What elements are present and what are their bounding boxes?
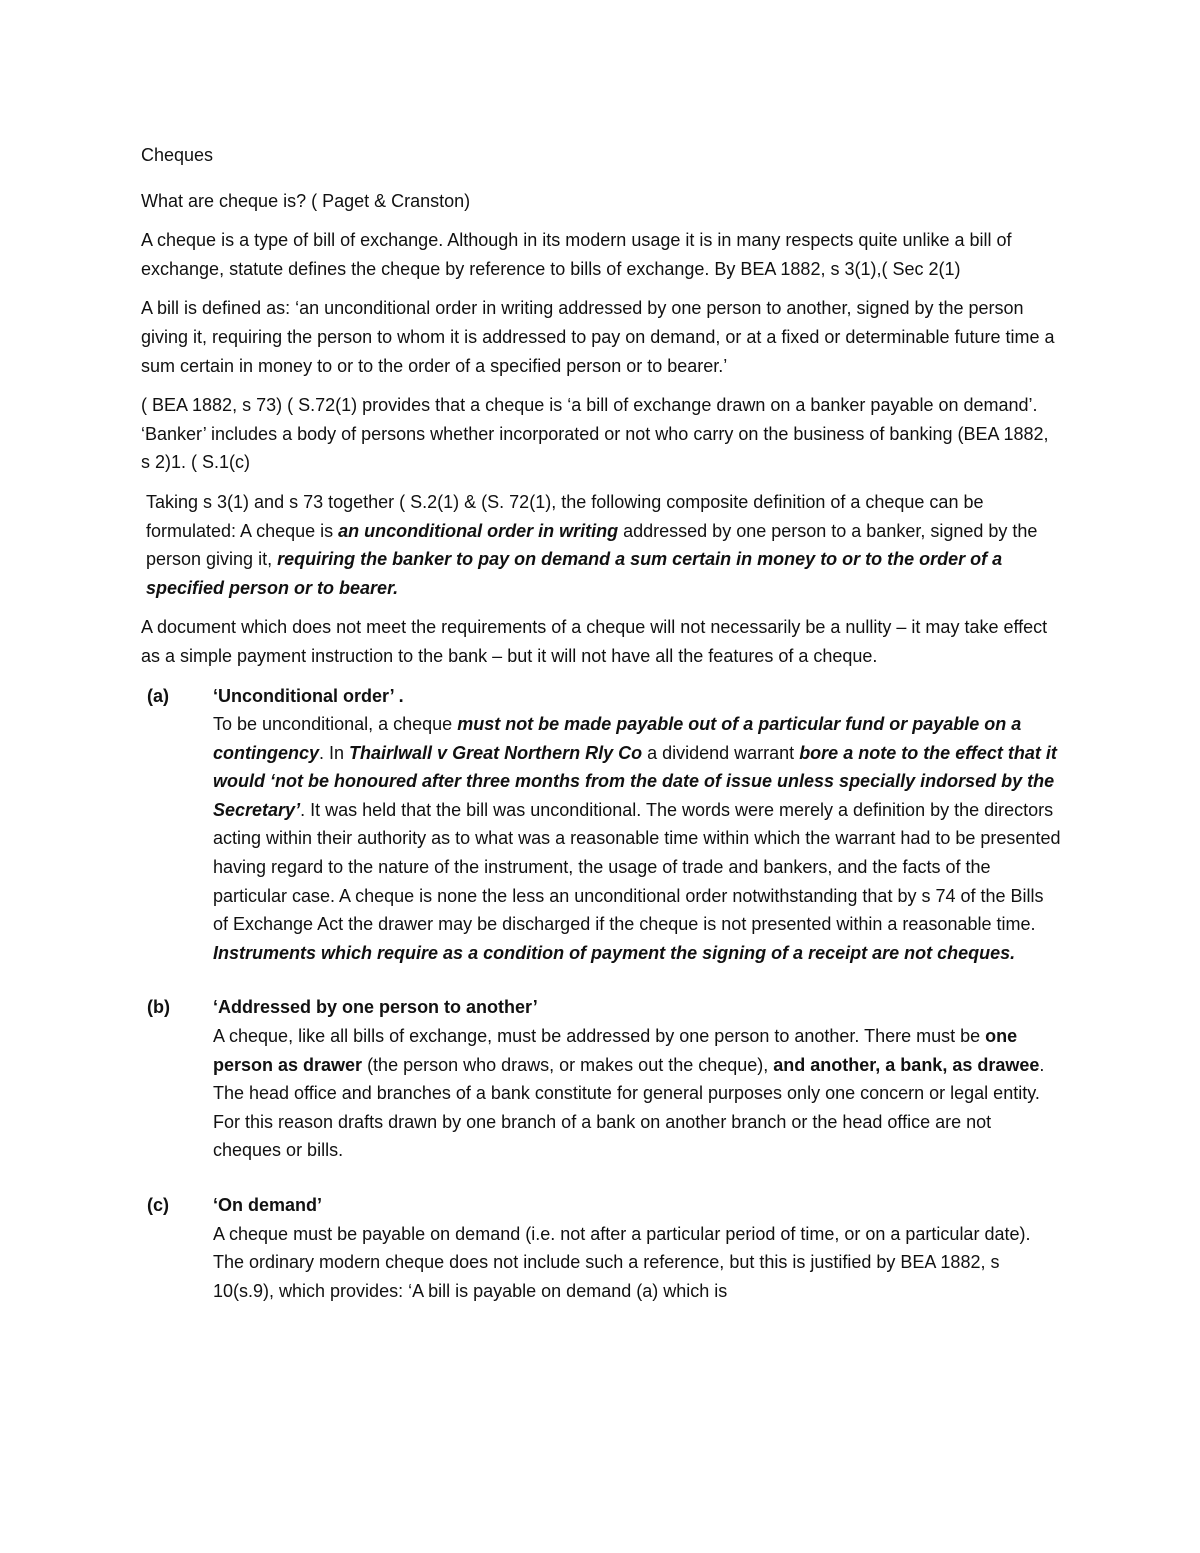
list-item-heading: ‘Addressed by one person to another’ xyxy=(213,997,538,1018)
paragraph-bill-definition: A bill is defined as: ‘an unconditional order in writing addressed by one person to another, signed by the person giving it, requiring the person to whom it is addressed to pay on demand, or at a fixed or determinable future time a sum certain in money to or to the order of a specified person or to bearer.’ xyxy=(141,298,1055,376)
text-run: A cheque must be payable on demand (i.e. not after a particular period of time, or on a particular date). The ordinary modern cheque does not include such a reference, but this is justified by BEA 1882, s 10(s.9), which provides: ‘A bill is payable on demand (a) which is xyxy=(213,1223,1031,1301)
composite-text-2: addressed by one person to a banker, signed by the person giving it, xyxy=(146,520,1038,570)
list-item-text xyxy=(213,1022,1061,1165)
text-run: . The head office and branches of a bank constitute for general purposes only one concern or legal entity. For this reason drafts drawn by one branch of a bank on another branch or the head office are not cheques or bills. xyxy=(213,1054,1045,1161)
paragraph-nullity: A document which does not meet the requirements of a cheque will not necessarily be a nullity – it may take effect as a simple payment instruction to the bank – but it will not have all the features of a cheque. xyxy=(141,617,1048,666)
case-name: Thairlwall v Great Northern Rly Co xyxy=(349,742,643,763)
composite-text-1: Taking s 3(1) and s 73 together ( S.2(1) & (S. 72(1), the following composite definition of a cheque can be formulated: A cheque is xyxy=(146,491,984,541)
text-run: . It was held that the bill was unconditional. The words were merely a definition by the directors acting within their authority as to what was a reasonable time within which the warrant had to be presented having regard to the nature of the instrument, the usage of trade and bankers, and the facts of the particular case. A cheque is none the less an unconditional order notwithstanding that by s 74 of the Bills of Exchange Act the drawer may be discharged if the cheque is not presented within a reasonable time. xyxy=(213,799,1061,935)
list-item-body xyxy=(213,682,1061,968)
requirements-list xyxy=(141,682,1061,1306)
question-line: What are cheque is? ( Paget & Cranston) xyxy=(141,190,471,211)
list-item-body xyxy=(213,993,1061,1165)
list-item-body xyxy=(213,1191,1061,1305)
list-item-b xyxy=(141,993,1061,1165)
text-run: To be unconditional, a cheque xyxy=(213,714,458,735)
list-item-a xyxy=(141,682,1061,968)
text-run: A cheque, like all bills of exchange, must be addressed by one person to another. There must be xyxy=(213,1026,986,1047)
text-run: (the person who draws, or makes out the cheque), xyxy=(362,1054,774,1075)
text-run: a dividend warrant xyxy=(642,742,800,763)
list-marker: (c) xyxy=(147,1195,169,1215)
emphasis-run: Instruments which require as a condition of payment the signing of a receipt are not cheques. xyxy=(213,942,1016,963)
bold-run: one person as drawer xyxy=(213,1026,1018,1075)
document-body xyxy=(141,141,1061,1305)
text-run: . In xyxy=(319,742,350,763)
list-item-heading: ‘Unconditional order’ . xyxy=(213,685,404,706)
list-item-text xyxy=(213,1220,1061,1306)
composite-emphasis-1: an unconditional order in writing xyxy=(338,520,619,541)
bold-run: and another, a bank, as drawee xyxy=(773,1054,1040,1075)
paragraph-composite-definition xyxy=(141,488,1061,602)
list-item-c xyxy=(141,1191,1061,1305)
paragraph-definition-intro: A cheque is a type of bill of exchange. Although in its modern usage it is in many respects quite unlike a bill of exchange, statute defines the cheque by reference to bills of exchange. By BEA 1882, s 3(1),( Sec 2(1) xyxy=(141,230,1012,279)
composite-emphasis-2: requiring the banker to pay on demand a sum certain in money to or to the order of a specified person or to bearer. xyxy=(146,549,1003,598)
list-marker: (a) xyxy=(147,685,169,706)
list-item-heading: ‘On demand’ xyxy=(213,1195,323,1215)
list-item-text xyxy=(213,710,1061,967)
emphasis-run: must not be made payable out of a particular fund or payable on a contingency xyxy=(213,714,1022,763)
list-marker: (b) xyxy=(147,997,170,1018)
paragraph-bea-section: ( BEA 1882, s 73) ( S.72(1) provides that a cheque is ‘a bill of exchange drawn on a banker payable on demand’. ‘Banker’ includes a body of persons whether incorporated or not who carry on the business of banking (BEA 1882, s 2)1. ( S.1(c) xyxy=(141,395,1049,473)
document-title: Cheques xyxy=(141,145,214,165)
emphasis-run: bore a note to the effect that it would ‘not be honoured after three months from the date of issue unless specially indorsed by the Secretary’ xyxy=(213,742,1057,820)
